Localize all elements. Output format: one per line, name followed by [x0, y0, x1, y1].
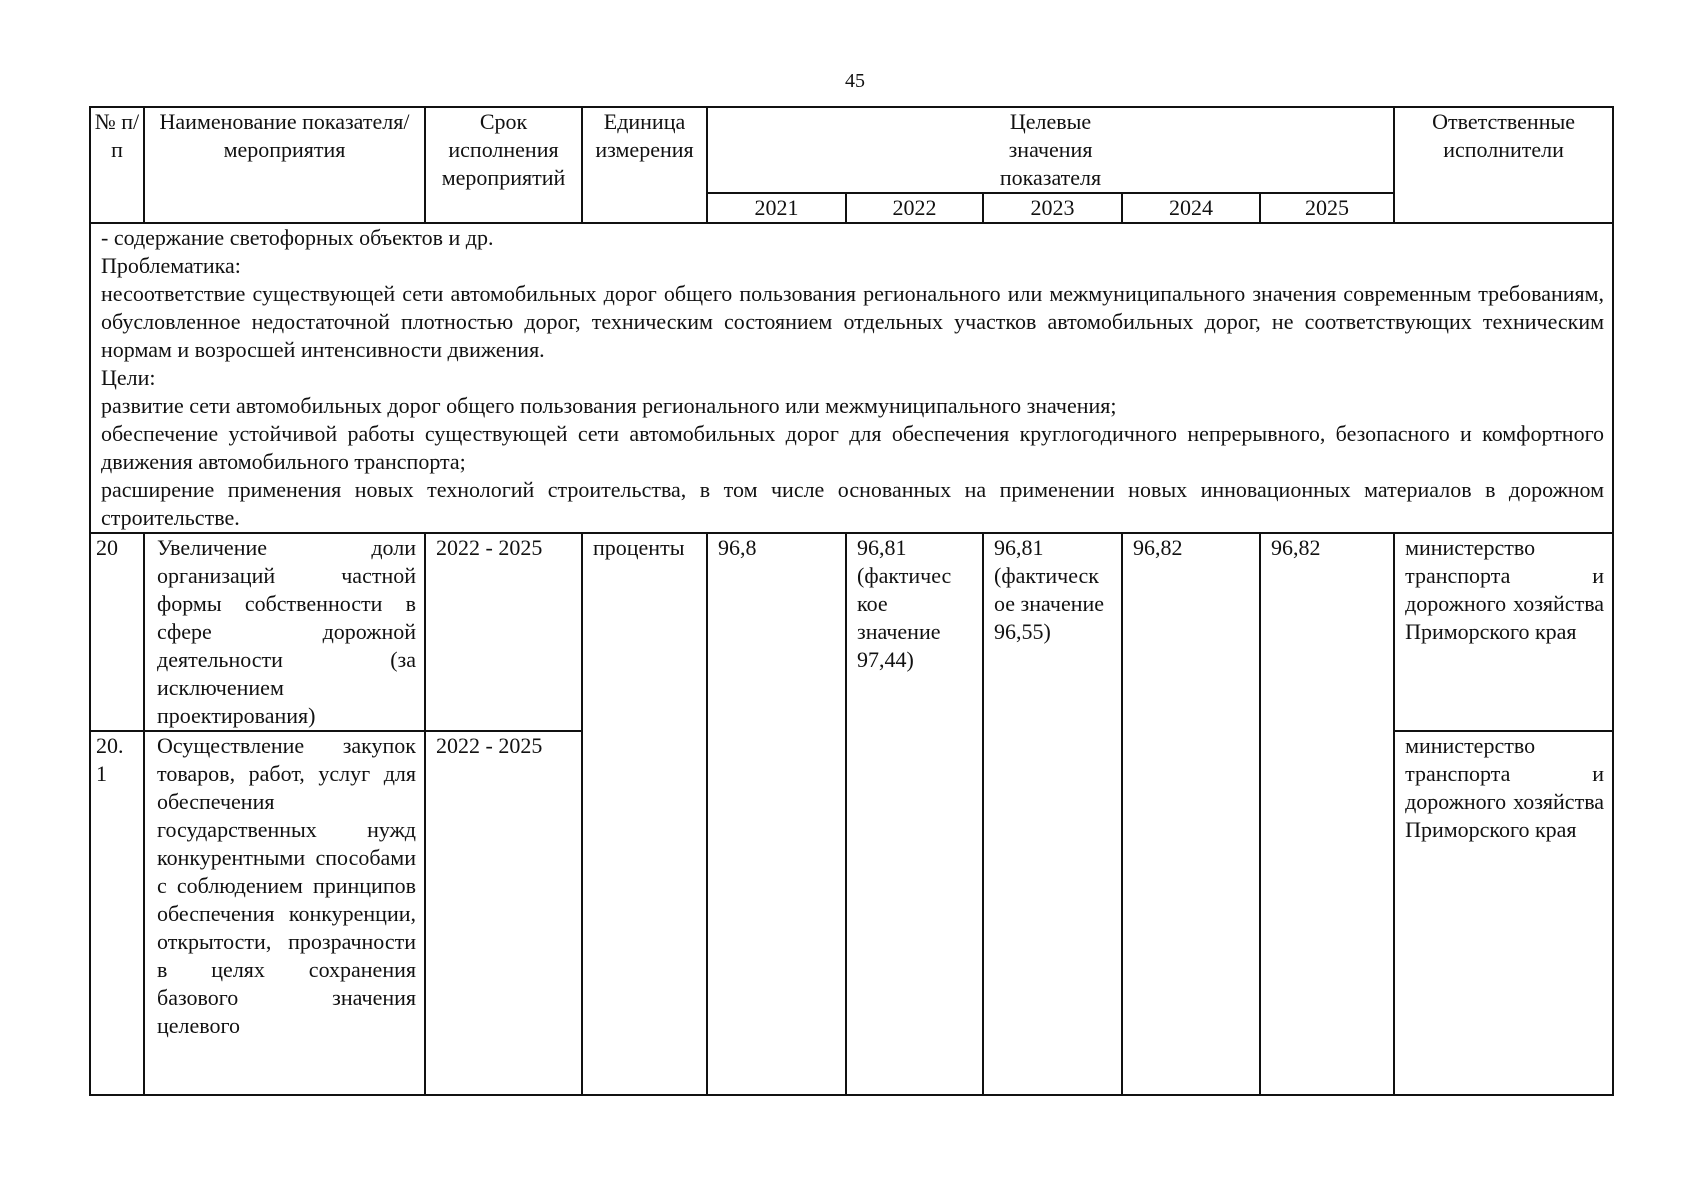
- header-responsible: Ответственные исполнители: [1394, 107, 1613, 223]
- row-num: 20. 1: [90, 731, 144, 1095]
- header-row: [90, 107, 1613, 193]
- year-2025: 2025: [1260, 193, 1394, 223]
- intro-row: [90, 223, 1613, 533]
- year-2022: 2022: [846, 193, 983, 223]
- intro-line: - содержание светофорных объектов и др.: [101, 225, 494, 250]
- row-name: Увеличение доли организаций частной формы собственности в сфере дорожной деятельности (за исключением проектирования): [144, 533, 425, 731]
- row-term: 2022 - 2025: [425, 533, 582, 731]
- header-targets: [707, 107, 1394, 193]
- row-name: Осуществление закупок товаров, работ, услуг для обеспечения государственных нужд конкурентными способами с соблюдением принципов обеспечения конкуренции, открытости, прозрачности в целях сохранения базового значения целевого: [144, 731, 425, 1095]
- value-2025: 96,82: [1260, 533, 1394, 1095]
- row-num: 20: [90, 533, 144, 731]
- intro-line: несоответствие существующей сети автомобильных дорог общего пользования регионального или межмуниципального значения современным требованиям, обусловленное недостаточной плотностью дорог, техническим состоянием отдельных участков автомобильных дорог, не соответствующих техническим нормам и возросшей интенсивности движения.: [101, 281, 1605, 362]
- header-name: Наименование показателя/мероприятия: [144, 107, 425, 223]
- row-responsible: министерство транспорта и дорожного хозяйства Приморского края: [1394, 731, 1613, 1095]
- year-2024: 2024: [1122, 193, 1260, 223]
- intro-line: Проблематика:: [101, 253, 241, 278]
- header-unit: Единица измерения: [582, 107, 707, 223]
- row-term: 2022 - 2025: [425, 731, 582, 1095]
- header-term: Срок исполнения мероприятий: [425, 107, 582, 223]
- row-responsible: министерство транспорта и дорожного хозяйства Приморского края: [1394, 533, 1613, 731]
- page-number: 45: [845, 70, 865, 92]
- intro-text: [90, 223, 1613, 533]
- intro-line: расширение применения новых технологий строительства, в том числе основанных на применении новых инновационных материалов в дорожном строительстве.: [101, 477, 1605, 530]
- intro-line: обеспечение устойчивой работы существующей сети автомобильных дорог для обеспечения круглогодичного непрерывного, безопасного и комфортного движения автомобильного транспорта;: [101, 421, 1605, 474]
- header-num: № п/п: [90, 107, 144, 223]
- header-targets-label: Целевые значения показателя: [999, 109, 1102, 190]
- value-2023: 96,81 (фактическ ое значение 96,55): [983, 533, 1122, 1095]
- indicators-table: [89, 106, 1614, 1096]
- table-row: [90, 533, 1613, 731]
- value-2021: 96,8: [707, 533, 846, 1095]
- value-2024: 96,82: [1122, 533, 1260, 1095]
- value-2022: 96,81 (фактичес кое значение 97,44): [846, 533, 983, 1095]
- row-unit: проценты: [582, 533, 707, 1095]
- intro-line: развитие сети автомобильных дорог общего пользования регионального или межмуниципального значения;: [101, 393, 1117, 418]
- year-2021: 2021: [707, 193, 846, 223]
- intro-line: Цели:: [101, 365, 156, 390]
- year-2023: 2023: [983, 193, 1122, 223]
